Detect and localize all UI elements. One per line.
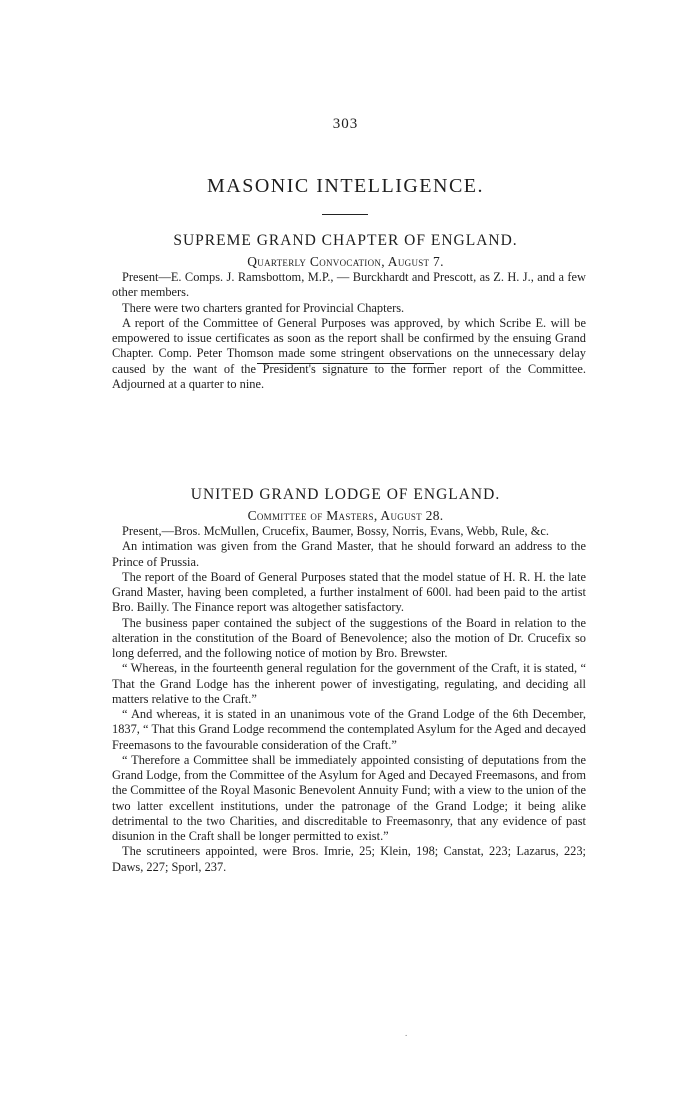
lodge-paragraph-6: “ And whereas, it is stated in an unanimous vote of the Grand Lodge of the 6th December, 1837, “ That this Grand Lodge recommend the contemplated Asylum for the Aged and decayed Freemasons to the favourable consideration of the Craft.” bbox=[112, 707, 586, 752]
lodge-title: UNITED GRAND LODGE OF ENGLAND. bbox=[190, 486, 501, 503]
chapter-subtitle: Quarterly Convocation, August 7. bbox=[247, 254, 444, 269]
lodge-paragraph-1: Present,—Bros. McMullen, Crucefix, Baumer, Bossy, Norris, Evans, Webb, Rule, &c. bbox=[122, 524, 549, 538]
chapter-paragraph-2: There were two charters granted for Provincial Chapters. bbox=[122, 300, 405, 315]
lodge-body bbox=[112, 524, 586, 875]
lodge-paragraph-2: An intimation was given from the Grand Master, that he should forward an address to the Prince of Prussia. bbox=[112, 539, 586, 569]
main-title: MASONIC INTELLIGENCE. bbox=[206, 175, 485, 197]
lodge-paragraph-7: “ Therefore a Committee shall be immediately appointed consisting of deputations from the Grand Lodge, from the Committee of the Asylum for Aged and Decayed Freemasons, and from the Committee of the Royal Masonic Benevolent Annuity Fund; with a view to the union of the two latter excellent institutions, under the patronage of the Grand Lodge; it being alike detrimental to the two Charities, and discreditable to Freemasonry, that any evidence of past disunion in the Craft shall be longer permitted to exist.” bbox=[112, 752, 586, 843]
lodge-paragraph-8: The scrutineers appointed, were Bros. Imrie, 25; Klein, 198; Canstat, 223; Lazarus, 223; Daws, 227; Sporl, 237. bbox=[112, 844, 586, 874]
lodge-paragraph-5: “ Whereas, in the fourteenth general regulation for the government of the Craft, it is stated, “ That the Grand Lodge has the inherent power of investigating, regulating, and deciding all matters relative to the Craft.” bbox=[112, 661, 586, 706]
title-divider bbox=[322, 214, 368, 215]
chapter-paragraph-3: A report of the Committee of General Purposes was approved, by which Scribe E. will be empowered to issue certificates as soon as the report shall be confirmed by the ensuing Grand Chapter. Comp. Peter Thomson made some stringent observations on the unnecessary delay caused by the want of the President's signature to the former report of the Committee. Adjourned at a quarter to nine. bbox=[112, 315, 586, 391]
chapter-paragraph-1: Present—E. Comps. J. Ramsbottom, M.P., — Burckhardt and Prescott, as Z. H. J., and a few other members. bbox=[112, 270, 586, 300]
section-divider bbox=[257, 363, 434, 364]
lodge-subtitle: Committee of Masters, August 28. bbox=[247, 508, 444, 523]
chapter-body bbox=[112, 270, 586, 392]
footer-mark: . bbox=[405, 1028, 408, 1038]
chapter-title: SUPREME GRAND CHAPTER OF ENGLAND. bbox=[173, 232, 518, 249]
lodge-paragraph-3: The report of the Board of General Purposes stated that the model statue of H. R. H. the late Grand Master, having been completed, a further instalment of 600l. had been paid to the artist Bro. Bailly. The Finance report was altogether satisfactory. bbox=[112, 569, 586, 615]
lodge-paragraph-4: The business paper contained the subject of the suggestions of the Board in relation to the alteration in the constitution of the Board of Benevolence; also the motion of Dr. Crucefix so long deferred, and the following notice of motion by Bro. Brewster. bbox=[112, 615, 586, 660]
page-number: 303 bbox=[332, 116, 359, 132]
